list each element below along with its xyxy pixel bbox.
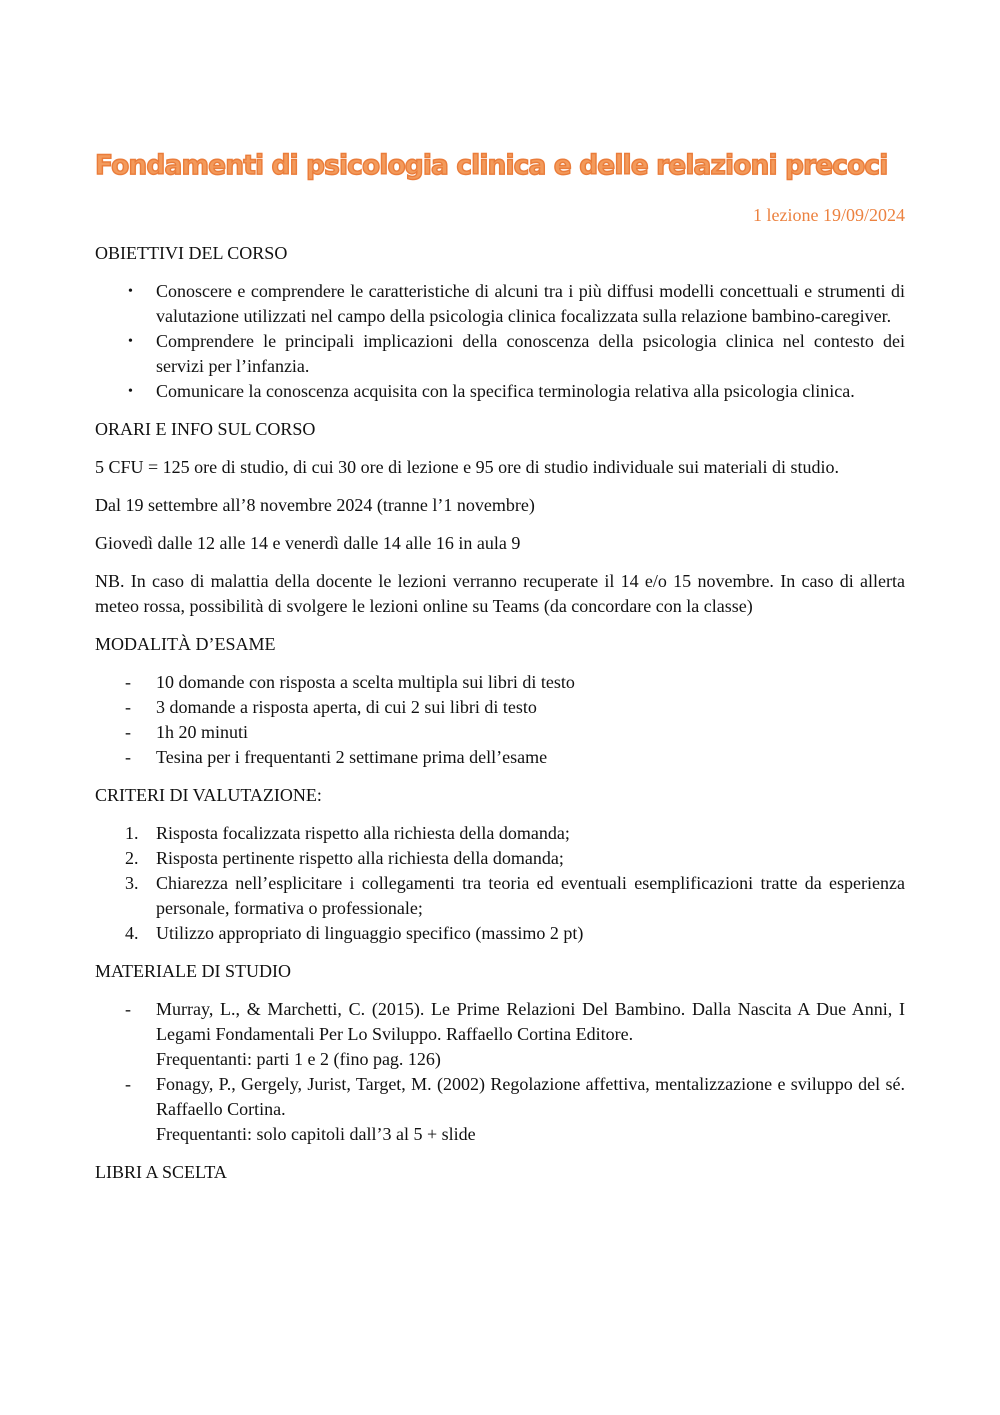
section-heading-optional: LIBRI A SCELTA <box>95 1162 227 1182</box>
section-heading-exam: MODALITÀ D’ESAME <box>95 634 276 654</box>
dash-marker: - <box>125 747 131 767</box>
document-title: Fondamenti di psicologia clinica e delle relazioni precoci <box>95 150 888 181</box>
criteria-list <box>95 821 905 946</box>
reference-text: Murray, L., & Marchetti, C. (2015). Le Prime Relazioni Del Bambino. Dalla Nascita A Due Anni, I Legami Fondamentali Per Lo Sviluppo. Raffaello Cortina Editore. <box>156 999 905 1044</box>
section-heading-criteria: CRITERI DI VALUTAZIONE: <box>95 785 322 805</box>
list-item-text: Chiarezza nell’esplicitare i collegamenti tra teoria ed eventuali esemplificazioni tratte da esperienza personale, formativa o professionale; <box>156 873 905 918</box>
list-item-text: Comprendere le principali implicazioni della conoscenza della psicologia clinica nel contesto dei servizi per l’infanzia. <box>156 331 905 376</box>
list-item-text: Utilizzo appropriato di linguaggio specifico (massimo 2 pt) <box>156 923 584 943</box>
section-heading-objectives: OBIETTIVI DEL CORSO <box>95 243 288 263</box>
info-paragraph: NB. In caso di malattia della docente le lezioni verranno recuperate il 14 e/o 15 novembre. In caso di allerta meteo rossa, possibilità di svolgere le lezioni online su Teams (da concordare con la classe) <box>95 571 905 616</box>
info-paragraph: 5 CFU = 125 ore di studio, di cui 30 ore di lezione e 95 ore di studio individuale sui materiali di studio. <box>95 457 840 477</box>
reference-note: Frequentanti: parti 1 e 2 (fino pag. 126) <box>156 1049 441 1069</box>
list-item <box>95 1072 905 1147</box>
list-item-text: Risposta pertinente rispetto alla richiesta della domanda; <box>156 848 564 868</box>
dash-marker: - <box>125 999 131 1019</box>
list-item <box>95 921 905 946</box>
number-marker: 1. <box>125 823 139 843</box>
reference-text: Fonagy, P., Gergely, Jurist, Target, M. (2002) Regolazione affettiva, mentalizzazione e sviluppo del sé. Raffaello Cortina. <box>156 1074 905 1119</box>
list-item-text: 3 domande a risposta aperta, di cui 2 sui libri di testo <box>156 697 537 717</box>
number-marker: 2. <box>125 848 139 868</box>
list-item <box>95 846 905 871</box>
list-item-text: 10 domande con risposta a scelta multipla sui libri di testo <box>156 672 575 692</box>
list-item <box>95 821 905 846</box>
materials-list <box>95 997 905 1147</box>
list-item <box>95 670 905 695</box>
info-paragraph: Dal 19 settembre all’8 novembre 2024 (tranne l’1 novembre) <box>95 495 535 515</box>
dash-marker: - <box>125 1074 131 1094</box>
number-marker: 4. <box>125 923 139 943</box>
list-item-text: 1h 20 minuti <box>156 722 249 742</box>
reference-note: Frequentanti: solo capitoli dall’3 al 5 + slide <box>156 1124 476 1144</box>
document-body <box>95 241 905 1198</box>
list-item <box>95 720 905 745</box>
bullet-marker: • <box>128 334 133 349</box>
list-item-text: Conoscere e comprendere le caratteristiche di alcuni tra i più diffusi modelli concettuali e strumenti di valutazione utilizzati nel campo della psicologia clinica focalizzata sulla relazione bambino-caregiver. <box>156 281 905 326</box>
info-paragraph: Giovedì dalle 12 alle 14 e venerdì dalle 14 alle 16 in aula 9 <box>95 533 521 553</box>
dash-marker: - <box>125 672 131 692</box>
list-item <box>95 997 905 1072</box>
list-item-text: Comunicare la conoscenza acquisita con la specifica terminologia relativa alla psicologia clinica. <box>156 381 855 401</box>
list-item-text: Risposta focalizzata rispetto alla richiesta della domanda; <box>156 823 570 843</box>
section-heading-materials: MATERIALE DI STUDIO <box>95 961 291 981</box>
dash-marker: - <box>125 722 131 742</box>
list-item <box>95 279 905 329</box>
section-heading-info: ORARI E INFO SUL CORSO <box>95 419 316 439</box>
list-item <box>95 871 905 921</box>
lesson-date: 1 lezione 19/09/2024 <box>753 205 905 225</box>
list-item <box>95 745 905 770</box>
list-item <box>95 379 905 404</box>
list-item-text: Tesina per i frequentanti 2 settimane prima dell’esame <box>156 747 548 767</box>
list-item <box>95 695 905 720</box>
objectives-list <box>95 279 905 404</box>
bullet-marker: • <box>128 284 133 299</box>
exam-list <box>95 670 905 770</box>
dash-marker: - <box>125 697 131 717</box>
list-item <box>95 329 905 379</box>
bullet-marker: • <box>128 384 133 399</box>
number-marker: 3. <box>125 873 139 893</box>
